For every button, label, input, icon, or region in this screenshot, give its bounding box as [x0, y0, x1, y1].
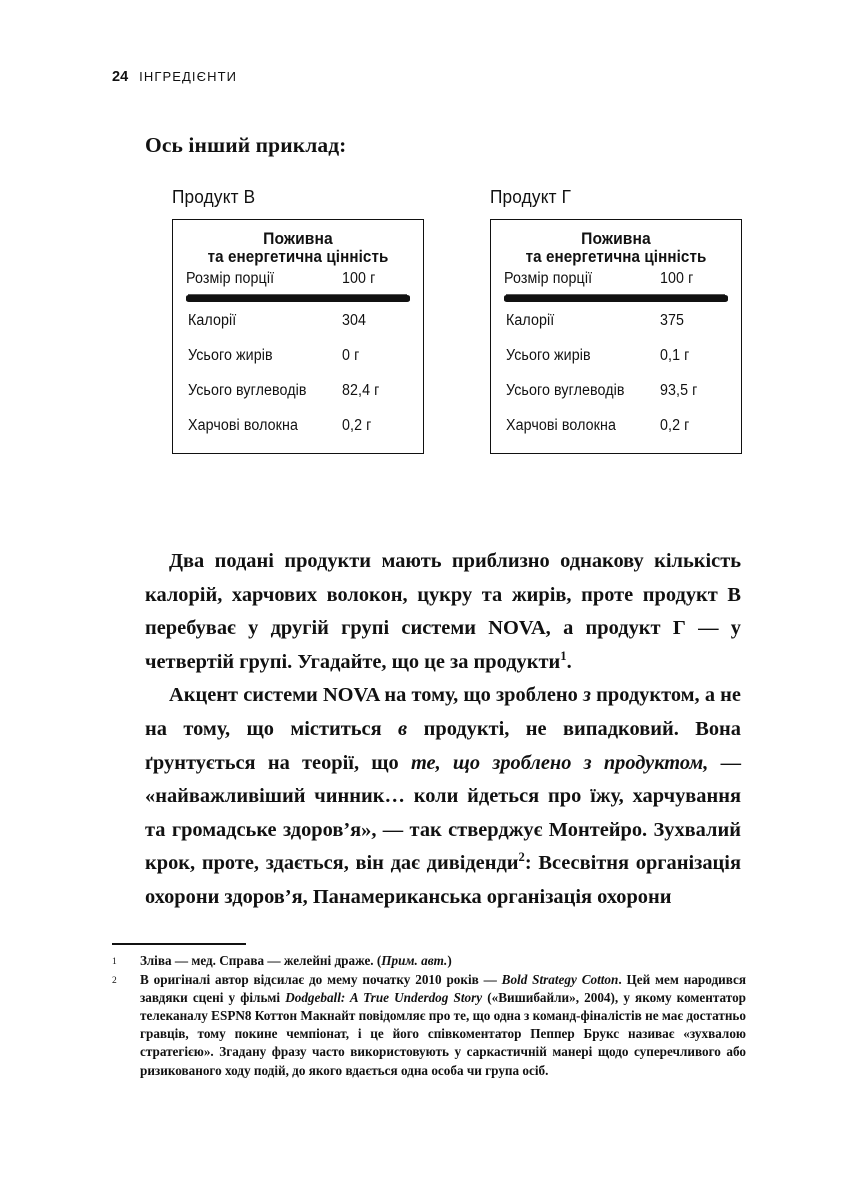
- label-title-line1: Поживна: [581, 229, 651, 248]
- nutrient-label: Харчові волокна: [188, 416, 298, 434]
- table-row: [186, 417, 410, 435]
- footnote-2-italic-film: Dodgeball: A True Underdog Story: [285, 990, 483, 1006]
- paragraph-2-seg2: продуктом, а не на тому, що міститься: [145, 684, 741, 740]
- serving-size-label: Розмір порції: [186, 269, 275, 287]
- paragraph-2-seg3: продукті, не випадковий. Вона ґрунтується на теорії, що: [145, 717, 741, 774]
- paragraph-2-emphasis-z: з: [583, 684, 591, 707]
- serving-size-label: Розмір порції: [504, 269, 593, 287]
- serving-size-row: [504, 270, 728, 288]
- table-row: [504, 382, 728, 400]
- label-title-line2: та енергетична цінність: [525, 248, 707, 267]
- serving-size-value: 100 г: [660, 269, 694, 287]
- nutrient-label: Харчові волокна: [506, 416, 616, 434]
- nutrient-value: 0,2 г: [342, 416, 372, 434]
- footnote-separator: [112, 943, 246, 945]
- label-title-line1: Поживна: [263, 229, 333, 248]
- nutrition-label-product-h: [490, 186, 742, 454]
- paragraph-1-text: Два подані продукти мають приблизно однакову кількість калорій, харчових волокон, цукру та жирів, проте продукт В перебуває у другій групі системи NOVA, а продукт Г — у четвертій групі. Угадайте, що це за продукти: [145, 550, 741, 673]
- nutrient-value: 375: [660, 311, 685, 329]
- table-row: [504, 312, 728, 330]
- footnote-text: [140, 952, 746, 970]
- table-row: [186, 312, 410, 330]
- paragraph-2-seg5: : Всесвітня організація охорони здоров’я, Панамериканська організація охорони: [145, 852, 741, 908]
- table-row: [504, 417, 728, 435]
- footnote-1-seg1: Зліва — мед. Справа — желейні драже. (: [140, 953, 382, 968]
- footnote-number: 2: [112, 976, 117, 987]
- footnote-2-seg3: («Вишибайли», 2004), у якому коментатор телеканалу ESPN8 Коттон Макнайт повідомляє про те, що одна з команд-фіналістів не має достатньо гравців, тому покине чемпіонат, і це його співкоментатор Пеппер Брукс називає «зухвалою стратегією». Згадану фразу часто використовують у саркастичній манері щодо суперечливого або ризикованого ходу подій, до якого вдається одна особа чи група осіб.: [140, 990, 746, 1078]
- label-caption: Продукт Г: [490, 186, 572, 207]
- running-head: [112, 69, 237, 85]
- label-caption: Продукт В: [172, 186, 256, 207]
- paragraph-2-emphasis-v: в: [398, 717, 408, 740]
- footnote-1: [112, 952, 746, 971]
- nutrient-label: Усього вуглеводів: [188, 381, 307, 399]
- footnotes: [112, 952, 746, 1080]
- table-row: [186, 347, 410, 365]
- paragraph-1: [145, 545, 741, 679]
- footnote-2-seg2: . Цей мем народився завдяки сцені у фільмі: [140, 972, 747, 1006]
- body-text: [145, 545, 741, 915]
- table-row: [504, 347, 728, 365]
- nutrient-label: Калорії: [188, 311, 237, 329]
- serving-size-value: 100 г: [342, 269, 376, 287]
- chapter-title: ІНГРЕДІЄНТИ: [139, 69, 238, 84]
- nutrient-value: 93,5 г: [660, 381, 698, 399]
- nutrient-value: 82,4 г: [342, 381, 380, 399]
- nutrient-label: Усього жирів: [506, 346, 591, 364]
- footnote-1-seg2: ): [447, 953, 452, 968]
- paragraph-2-seg4: — «найважливіший чинник… коли йдеться про їжу, харчування та громадське здоров’я», — так стверджує Монтейро. Зухвалий крок, проте, здається, він дає дивіденди: [145, 751, 741, 875]
- paragraph-2-seg1: Акцент системи NOVA на тому, що зроблено: [169, 684, 583, 707]
- paragraph-2: [145, 679, 741, 914]
- paragraph-2-emphasis-quote: те, що зроблено з продуктом,: [410, 751, 709, 774]
- nutrient-label: Калорії: [506, 311, 555, 329]
- footnote-marker-1[interactable]: 1: [560, 648, 567, 663]
- label-box: [172, 219, 424, 454]
- footnote-2-italic-meme: Bold Strategy Cotton: [501, 972, 619, 988]
- nutrition-label-product-v: [172, 186, 424, 454]
- nutrient-label: Усього жирів: [188, 346, 273, 364]
- paragraph-1-tail: .: [566, 650, 572, 673]
- serving-size-row: [186, 270, 410, 288]
- footnote-text: [140, 971, 746, 1080]
- footnote-2-seg1: В оригіналі автор відсилає до мему початку 2010 років —: [140, 972, 502, 988]
- label-title-line2: та енергетична цінність: [207, 248, 389, 267]
- footnote-2: [112, 971, 746, 1080]
- label-title: [513, 229, 719, 267]
- lead-line: Ось інший приклад:: [145, 133, 347, 157]
- label-title: [195, 229, 401, 267]
- footnote-1-italic: Прим. авт.: [381, 953, 448, 968]
- nutrient-value: 304: [342, 311, 367, 329]
- label-box: [490, 219, 742, 454]
- footnote-number: 1: [112, 957, 117, 967]
- nutrient-value: 0,2 г: [660, 416, 690, 434]
- footnote-marker-2[interactable]: 2: [518, 850, 525, 865]
- nutrient-value: 0 г: [342, 346, 360, 364]
- nutrient-value: 0,1 г: [660, 346, 690, 364]
- table-row: [186, 382, 410, 400]
- page-number: 24: [112, 69, 129, 85]
- nutrient-label: Усього вуглеводів: [506, 381, 625, 399]
- label-thick-rule: [504, 295, 728, 302]
- label-thick-rule: [186, 295, 410, 302]
